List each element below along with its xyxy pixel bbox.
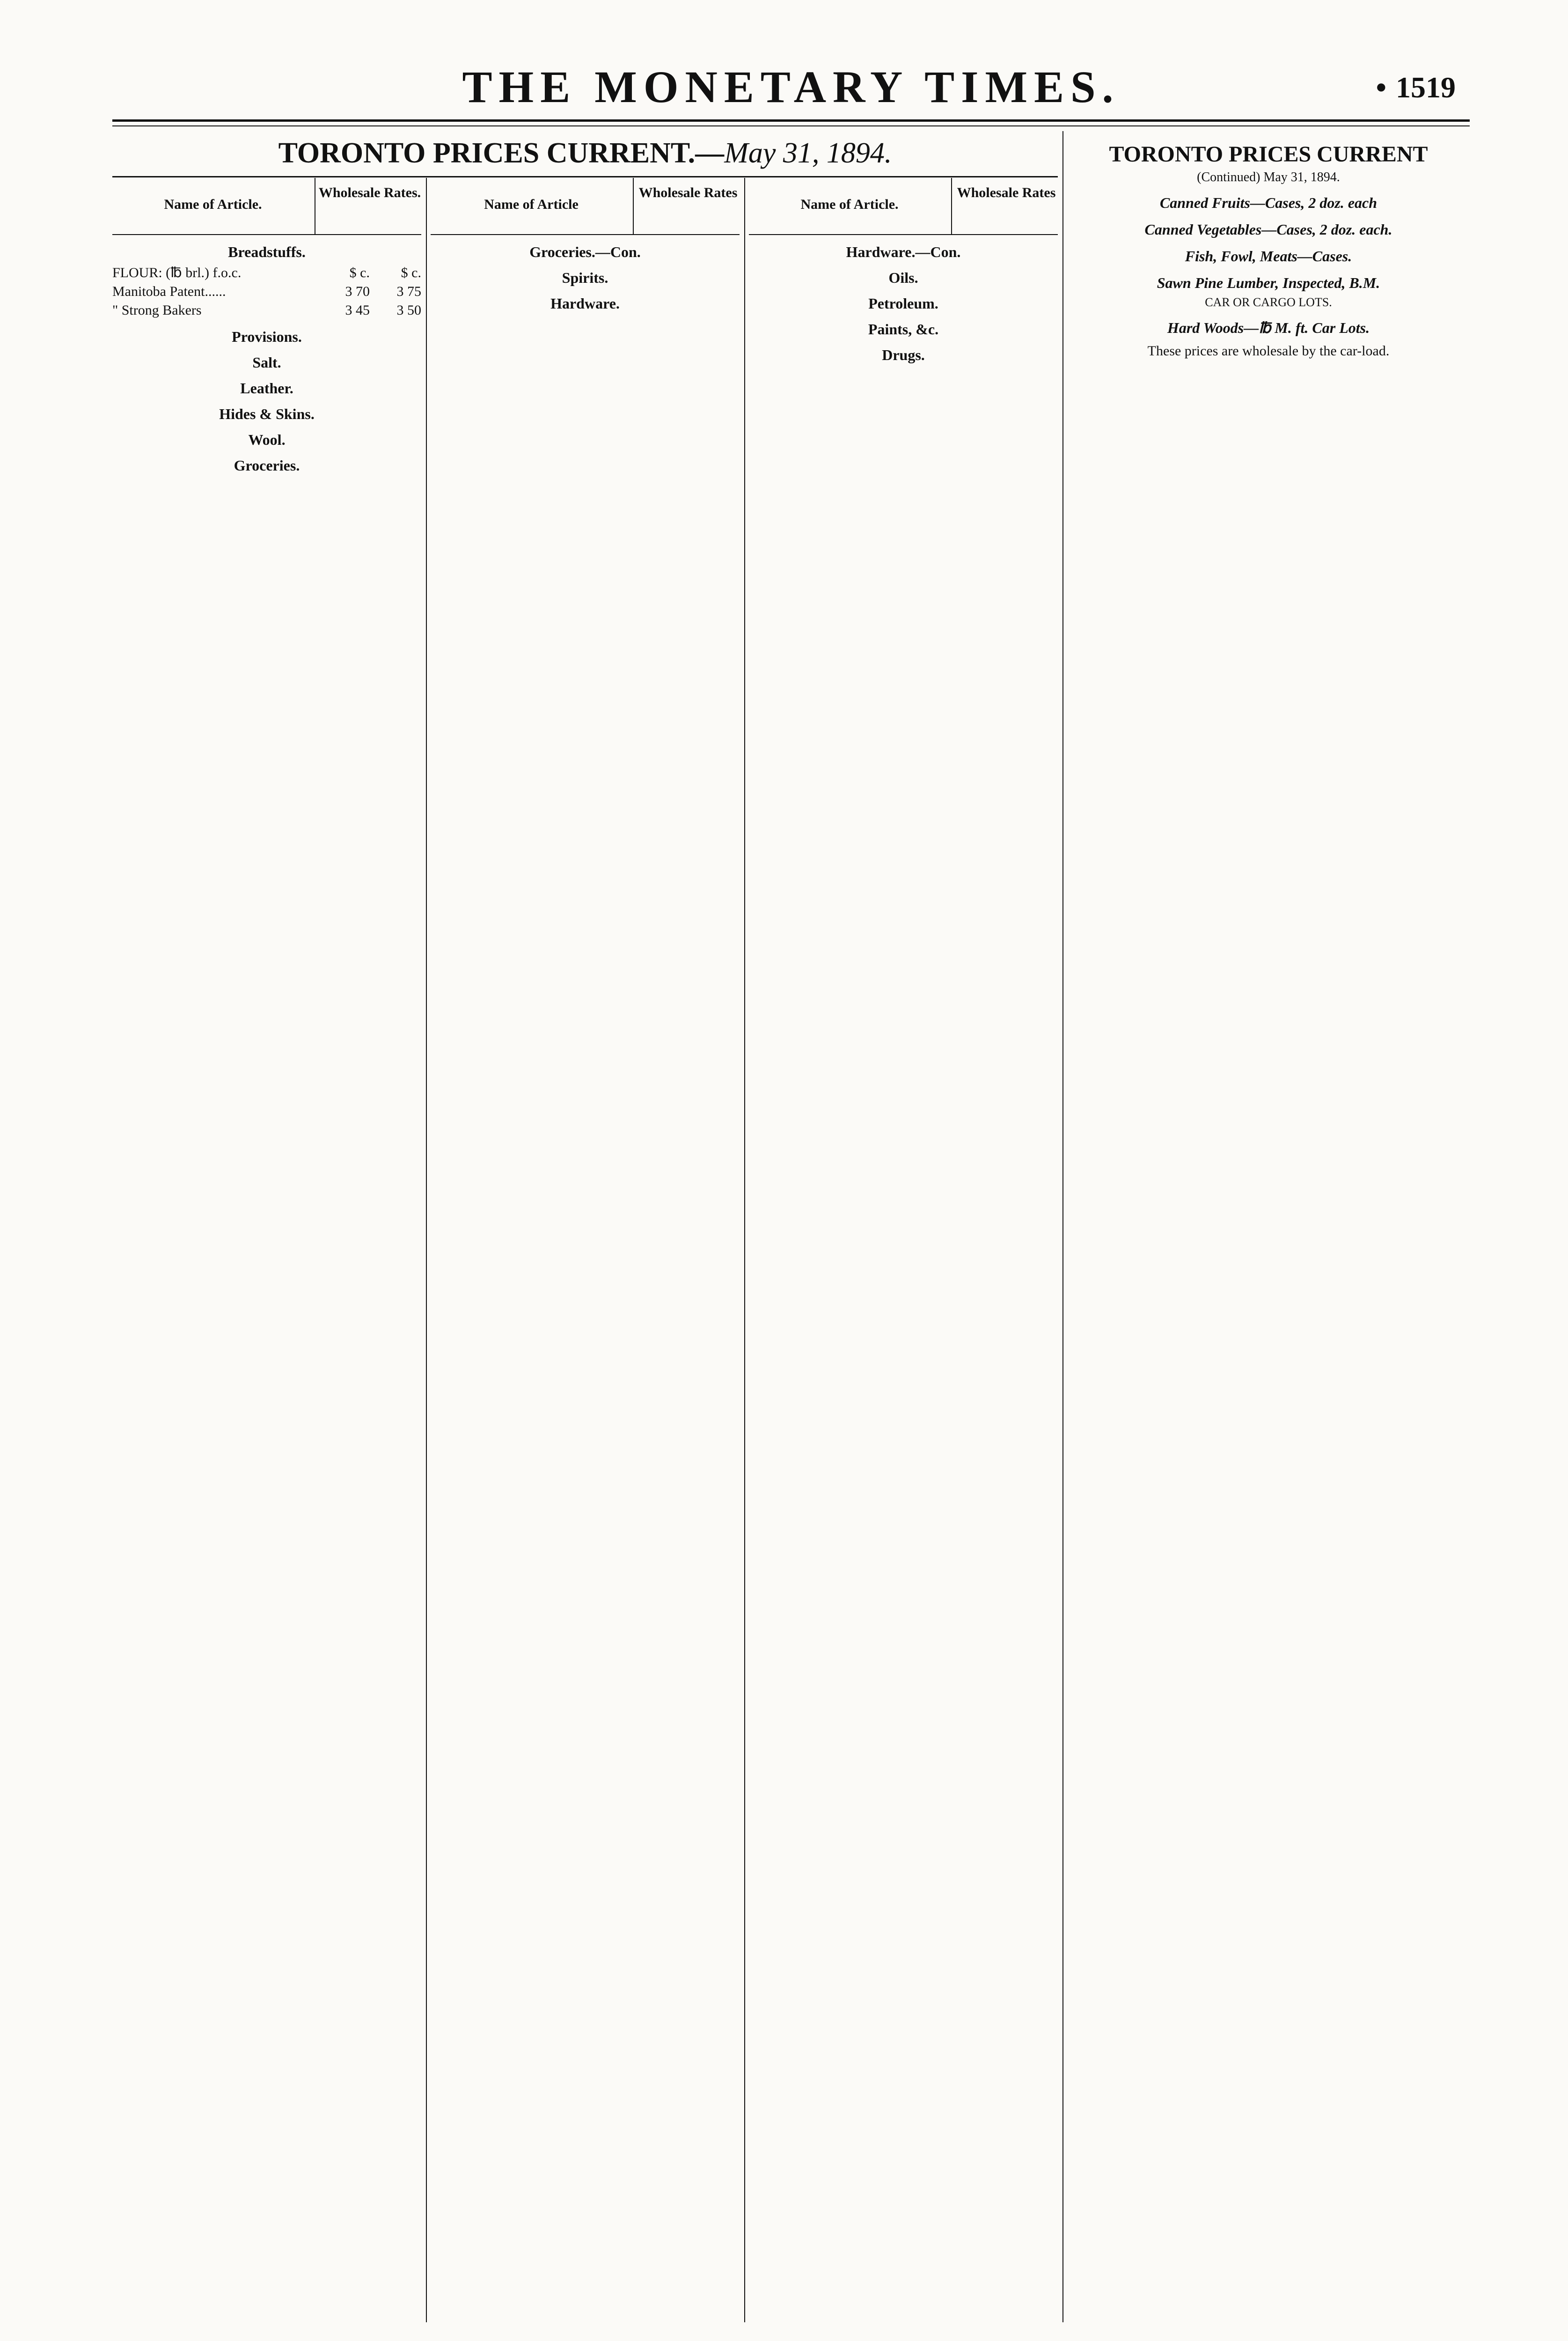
section-heading: Hides & Skins. xyxy=(219,405,315,422)
section-heading: Paints, &c. xyxy=(868,321,939,338)
header-divider xyxy=(633,178,634,234)
section-heading: Canned Vegetables—Cases, 2 doz. each. xyxy=(1144,221,1392,238)
main-title xyxy=(112,137,1058,177)
main-title-date: May 31, 1894. xyxy=(724,137,892,169)
column-header-rates: Wholesale Rates xyxy=(638,185,738,200)
price-row xyxy=(112,264,421,282)
main-price-table xyxy=(112,131,1058,2322)
section-heading: Hard Woods—℔ M. ft. Car Lots. xyxy=(1167,319,1370,336)
column-body xyxy=(431,243,740,312)
price-high: $ c. xyxy=(401,265,421,280)
side-footnote: These prices are wholesale by the car-load. xyxy=(1147,343,1390,359)
column-body xyxy=(112,243,421,474)
column-header xyxy=(431,178,740,235)
header-rule-thin xyxy=(112,125,1470,126)
section-heading: Groceries. xyxy=(234,457,300,474)
price-row xyxy=(112,301,421,320)
page-number xyxy=(1376,70,1456,105)
section-heading: Hardware. xyxy=(550,295,620,312)
column-divider xyxy=(744,178,745,2322)
column-divider xyxy=(426,178,427,2322)
publication-title: THE MONETARY TIMES. xyxy=(462,62,1120,112)
price-low: 3 70 xyxy=(345,284,370,299)
masthead xyxy=(112,52,1470,122)
section-heading: Leather. xyxy=(240,380,293,397)
price-high: 3 50 xyxy=(396,302,421,318)
main-title-text: TORONTO PRICES CURRENT.— xyxy=(278,137,725,169)
section-heading: Sawn Pine Lumber, Inspected, B.M. xyxy=(1157,274,1380,291)
section-heading: Groceries.—Con. xyxy=(529,243,641,260)
column-header-rates: Wholesale Rates xyxy=(957,185,1056,200)
price-column-1 xyxy=(112,178,421,2322)
column-header-name: Name of Article xyxy=(484,197,579,212)
section-heading: Wool. xyxy=(248,431,286,448)
price-low: $ c. xyxy=(349,265,370,280)
column-header-name: Name of Article. xyxy=(800,197,899,212)
section-subheading: CAR OR CARGO LOTS. xyxy=(1205,295,1332,309)
item-name: FLOUR: (℔ brl.) f.o.c. xyxy=(112,265,242,280)
section-heading: Spirits. xyxy=(562,269,608,286)
column-header-name: Name of Article. xyxy=(164,197,262,212)
column-header xyxy=(749,178,1058,235)
side-subtitle: (Continued) May 31, 1894. xyxy=(1197,170,1340,184)
header-rule xyxy=(112,119,1470,122)
section-heading: Provisions. xyxy=(232,328,302,345)
section-heading: Hardware.—Con. xyxy=(846,243,961,260)
bullet-mark: • xyxy=(1376,71,1386,104)
column-header xyxy=(112,178,421,235)
page-number-value: 1519 xyxy=(1396,71,1456,104)
price-column-3 xyxy=(749,178,1058,2322)
section-heading: Salt. xyxy=(252,354,281,371)
column-header-rates: Wholesale Rates. xyxy=(318,185,421,200)
main-side-divider xyxy=(1062,131,1063,2322)
section-heading: Canned Fruits—Cases, 2 doz. each xyxy=(1159,194,1377,211)
item-name: Manitoba Patent...... xyxy=(112,284,226,299)
item-name: " Strong Bakers xyxy=(112,302,202,318)
price-column-2 xyxy=(431,178,740,2322)
section-heading: Breadstuffs. xyxy=(228,243,306,260)
section-heading: Drugs. xyxy=(882,346,925,363)
side-price-table xyxy=(1067,131,1470,2322)
header-divider xyxy=(951,178,952,234)
side-body xyxy=(1067,194,1470,337)
section-heading: Oils. xyxy=(888,269,918,286)
price-low: 3 45 xyxy=(345,302,370,318)
section-heading: Fish, Fowl, Meats—Cases. xyxy=(1185,248,1352,265)
price-row xyxy=(112,282,421,301)
price-high: 3 75 xyxy=(396,284,421,299)
section-heading: Petroleum. xyxy=(868,295,938,312)
column-body xyxy=(749,243,1058,364)
price-columns xyxy=(112,178,1058,2322)
side-title: TORONTO PRICES CURRENT xyxy=(1109,142,1428,167)
